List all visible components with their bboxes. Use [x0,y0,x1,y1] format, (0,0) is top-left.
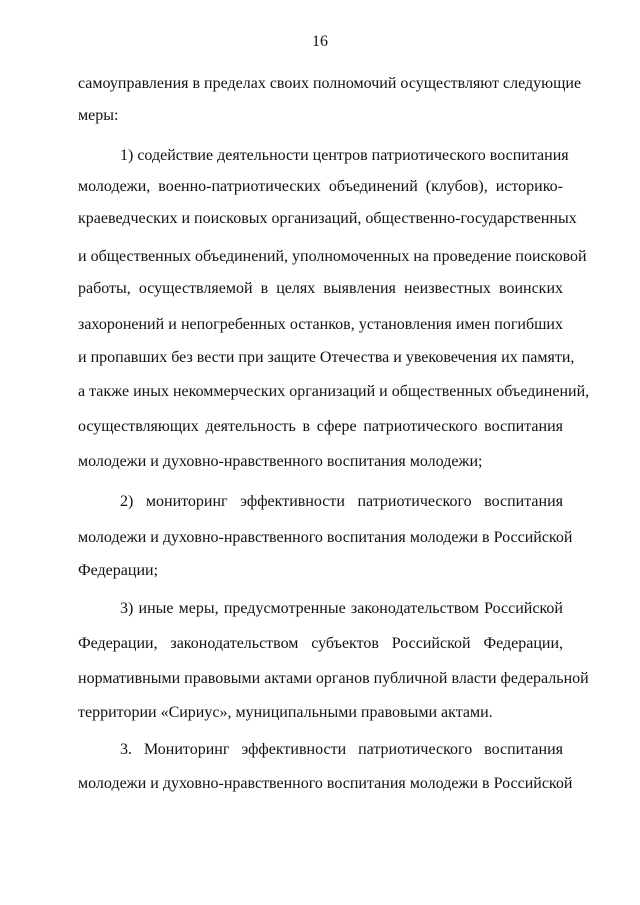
text-line: 3. Мониторинг эффективности патриотического воспитания [120,741,563,758]
text-line: Федерации; [78,562,159,579]
text-line: осуществляющих деятельность в сфере патриотического воспитания [78,418,563,435]
page-number: 16 [312,33,328,50]
text-line: молодежи, военно-патриотических объединений (клубов), историко- [78,178,563,195]
text-line: и общественных объединений, уполномоченных на проведение поисковой [78,248,587,265]
text-line: захоронений и непогребенных останков, установления имен погибших [78,316,563,333]
text-line: а также иных некоммерческих организаций и общественных объединений, [78,383,590,400]
text-line: территории «Сириус», муниципальными правовыми актами. [78,704,493,721]
text-line: молодежи и духовно-нравственного воспитания молодежи в Российской [78,529,573,546]
text-line: и пропавших без вести при защите Отечества и увековечения их памяти, [78,349,575,366]
text-line: молодежи и духовно-нравственного воспитания молодежи; [78,453,483,470]
text-line: молодежи и духовно-нравственного воспитания молодежи в Российской [78,775,573,792]
text-line: 3) иные меры, предусмотренные законодательством Российской [120,600,563,617]
text-line: работы, осуществляемой в целях выявления неизвестных воинских [78,280,563,297]
text-line: самоуправления в пределах своих полномочий осуществляют следующие [78,75,582,92]
text-line: краеведческих и поисковых организаций, общественно-государственных [78,210,577,227]
text-line: 2) мониторинг эффективности патриотического воспитания [120,493,563,510]
text-line: Федерации, законодательством субъектов Российской Федерации, [78,635,563,652]
text-line: нормативными правовыми актами органов публичной власти федеральной [78,670,589,687]
text-line: меры: [78,107,119,124]
text-line: 1) содействие деятельности центров патриотического воспитания [120,147,569,164]
